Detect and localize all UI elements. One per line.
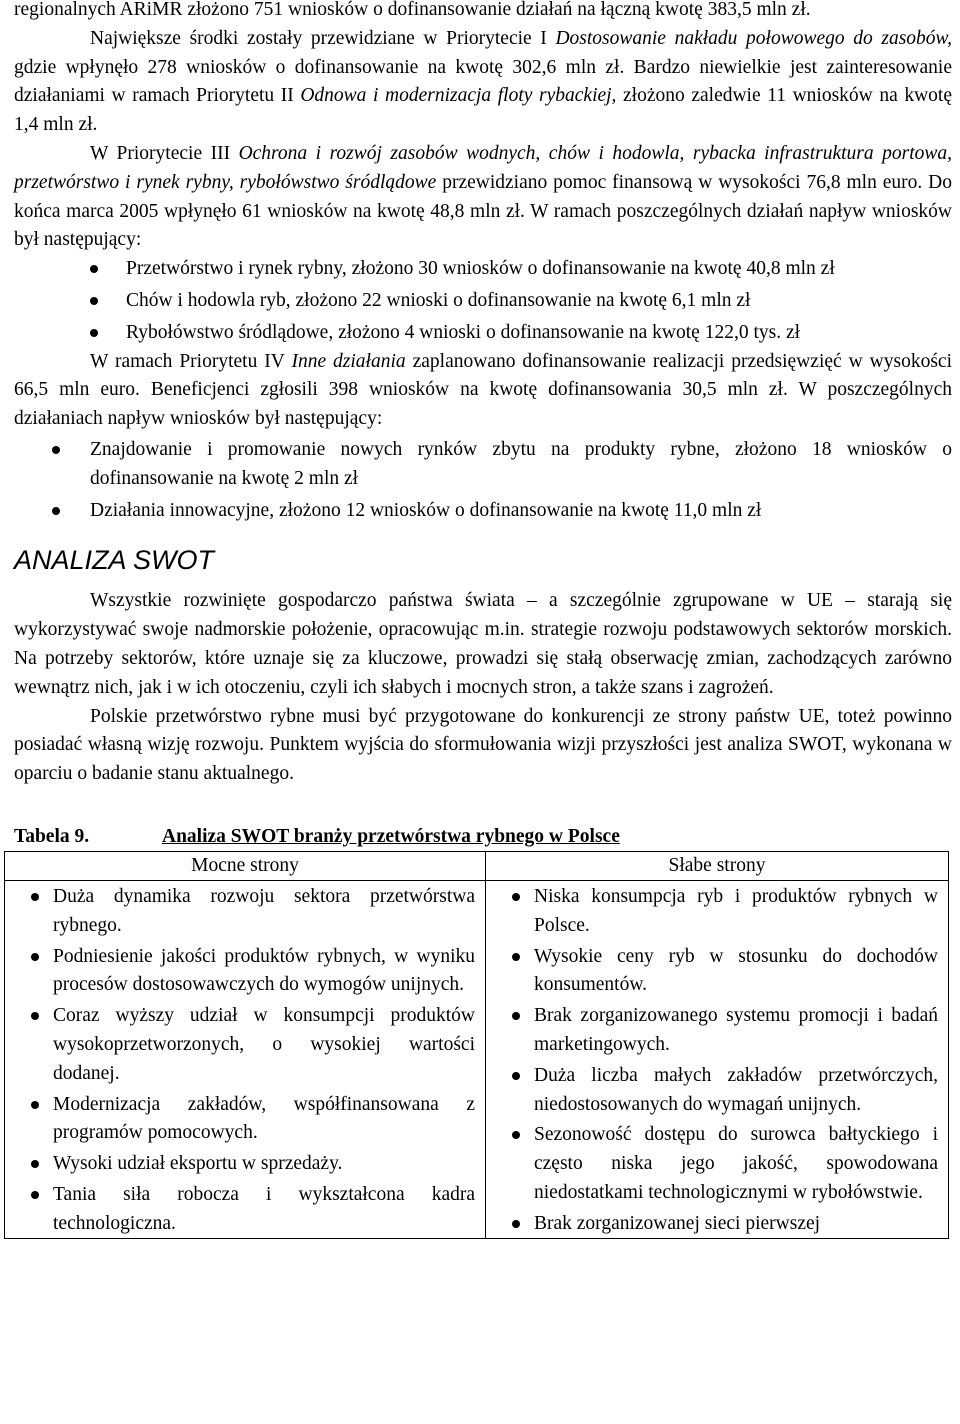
intro-paragraph-2 — [14, 25, 952, 140]
list-item: Chów i hodowla ryb, złożono 22 wnioski o dofinansowanie na kwotę 6,1 mln zł — [126, 287, 952, 316]
strengths-cell — [5, 880, 486, 1239]
swot-table — [4, 851, 949, 1240]
list-item: Tania siła robocza i wykształcona kadra technologiczna. — [53, 1181, 475, 1239]
list-item: Znajdowanie i promowanie nowych rynków zbytu na produkty rybne, złożono 18 wniosków o dofinansowanie na kwotę 2 mln zł — [90, 436, 952, 494]
list-item: Brak zorganizowanego systemu promocji i badań marketingowych. — [534, 1002, 938, 1060]
italic-run: Ochrona i rozwój zasobów wodnych, chów i hodowla, rybacka infrastruktura portowa, przetwórstwo i rynek rybny, rybołówstwo śródlądowe — [14, 142, 952, 193]
intro-paragraph-4 — [14, 348, 952, 434]
table-label: Tabela 9. — [14, 825, 90, 847]
text-run: W ramach Priorytetu IV — [90, 350, 292, 372]
list-item: Rybołówstwo śródlądowe, złożono 4 wnioski o dofinansowanie na kwotę 122,0 tys. zł — [126, 319, 952, 348]
list-item: Sezonowość dostępu do surowca bałtyckiego i często niska jego jakość, spowodowana niedostatkami technologicznymi w rybołówstwie. — [534, 1121, 938, 1207]
italic-run: Inne działania — [291, 350, 406, 372]
weaknesses-header: Słabe strony — [486, 851, 949, 880]
text-run: przewidziano pomoc finansową w wysokości 76,8 mln euro. Do końca marca 2005 wpłynęło 61 wniosków na kwotę 48,8 mln zł. W ramach poszczególnych działań napływ wniosków był następujący: — [14, 171, 953, 251]
swot-paragraph-1: Wszystkie rozwinięte gospodarczo państwa świata – a szczególnie zgrupowane w UE – starają się wykorzystywać swoje nadmorskie położenie, opracowując m.in. strategie rozwoju podstawowych sektorów morskich. Na potrzeby sektorów, które uznaje się za kluczowe, prowadzi się stałą obserwację zmian, zachodzących zarówno wewnątrz nich, jak i w ich otoczeniu, czyli ich słabych i mocnych stron, a także szans i zagrożeń. — [14, 590, 952, 698]
list-item: Duża liczba małych zakładów przetwórczych, niedostosowanych do wymagań unijnych. — [534, 1062, 938, 1120]
text-run: W Priorytecie III — [90, 142, 239, 164]
intro-paragraph-3 — [14, 140, 952, 255]
list-item: Modernizacja zakładów, współfinansowana z programów pomocowych. — [53, 1091, 475, 1149]
list-item: Działania innowacyjne, złożono 12 wniosków o dofinansowanie na kwotę 11,0 mln zł — [90, 497, 952, 526]
weaknesses-list — [486, 883, 948, 1239]
list-item: Brak zorganizowanej sieci pierwszej — [534, 1210, 938, 1239]
italic-run: Dostosowanie nakładu połowowego do zasobów, — [555, 27, 952, 49]
strengths-header: Mocne strony — [5, 851, 486, 880]
document-page — [14, 0, 952, 1239]
list-item: Przetwórstwo i rynek rybny, złożono 30 wniosków o dofinansowanie na kwotę 40,8 mln zł — [126, 255, 952, 284]
list-item: Podniesienie jakości produktów rybnych, w wyniku procesów dostosowawczych do wymogów unijnych. — [53, 943, 475, 1001]
section-heading: ANALIZA SWOT — [14, 545, 215, 576]
table-caption — [14, 823, 952, 851]
text-run: złożono zaledwie 11 wniosków na kwotę 1,4 mln zł. — [14, 85, 952, 136]
list-item: Niska konsumpcja ryb i produktów rybnych w Polsce. — [534, 883, 938, 941]
text-run: zaplanowano dofinansowanie realizacji przedsięwzięć w wysokości 66,5 mln euro. Beneficjenci zgłosili 398 wniosków na kwotę dofinansowania 30,5 mln zł. W poszczególnych działaniach napływ wniosków był następujący: — [14, 350, 952, 430]
list-item: Wysokie ceny ryb w stosunku do dochodów konsumentów. — [534, 943, 938, 1001]
table-row — [5, 880, 949, 1239]
strengths-list — [5, 883, 485, 1239]
priority-3-list — [14, 255, 952, 347]
swot-paragraph-2: Polskie przetwórstwo rybne musi być przygotowane do konkurencji ze strony państw UE, toteż powinno posiadać własną wizję rozwoju. Punktem wyjścia do sformułowania wizji przyszłości jest analiza SWOT, wykonana w oparciu o badanie stanu aktualnego. — [14, 705, 952, 785]
weaknesses-cell — [486, 880, 949, 1239]
priority-4-list — [14, 436, 952, 525]
text-run: Największe środki zostały przewidziane w Priorytecie I — [90, 27, 556, 49]
intro-paragraph-1: regionalnych ARiMR złożono 751 wniosków o dofinansowanie działań na łączną kwotę 383,5 mln zł. — [14, 0, 811, 20]
list-item: Coraz wyższy udział w konsumpcji produktów wysokoprzetworzonych, o wysokiej wartości dodanej. — [53, 1002, 475, 1088]
table-header-row — [5, 851, 949, 880]
text-run: gdzie wpłynęło 278 wniosków o dofinansowanie na kwotę 302,6 mln zł. Bardzo niewielkie jest zainteresowanie działaniami w ramach Priorytetu II — [14, 56, 952, 107]
list-item: Duża dynamika rozwoju sektora przetwórstwa rybnego. — [53, 883, 475, 941]
list-item: Wysoki udział eksportu w sprzedaży. — [53, 1150, 475, 1179]
table-title: Analiza SWOT branży przetwórstwa rybnego w Polsce — [162, 825, 620, 847]
italic-run: Odnowa i modernizacja floty rybackiej, — [300, 85, 617, 107]
